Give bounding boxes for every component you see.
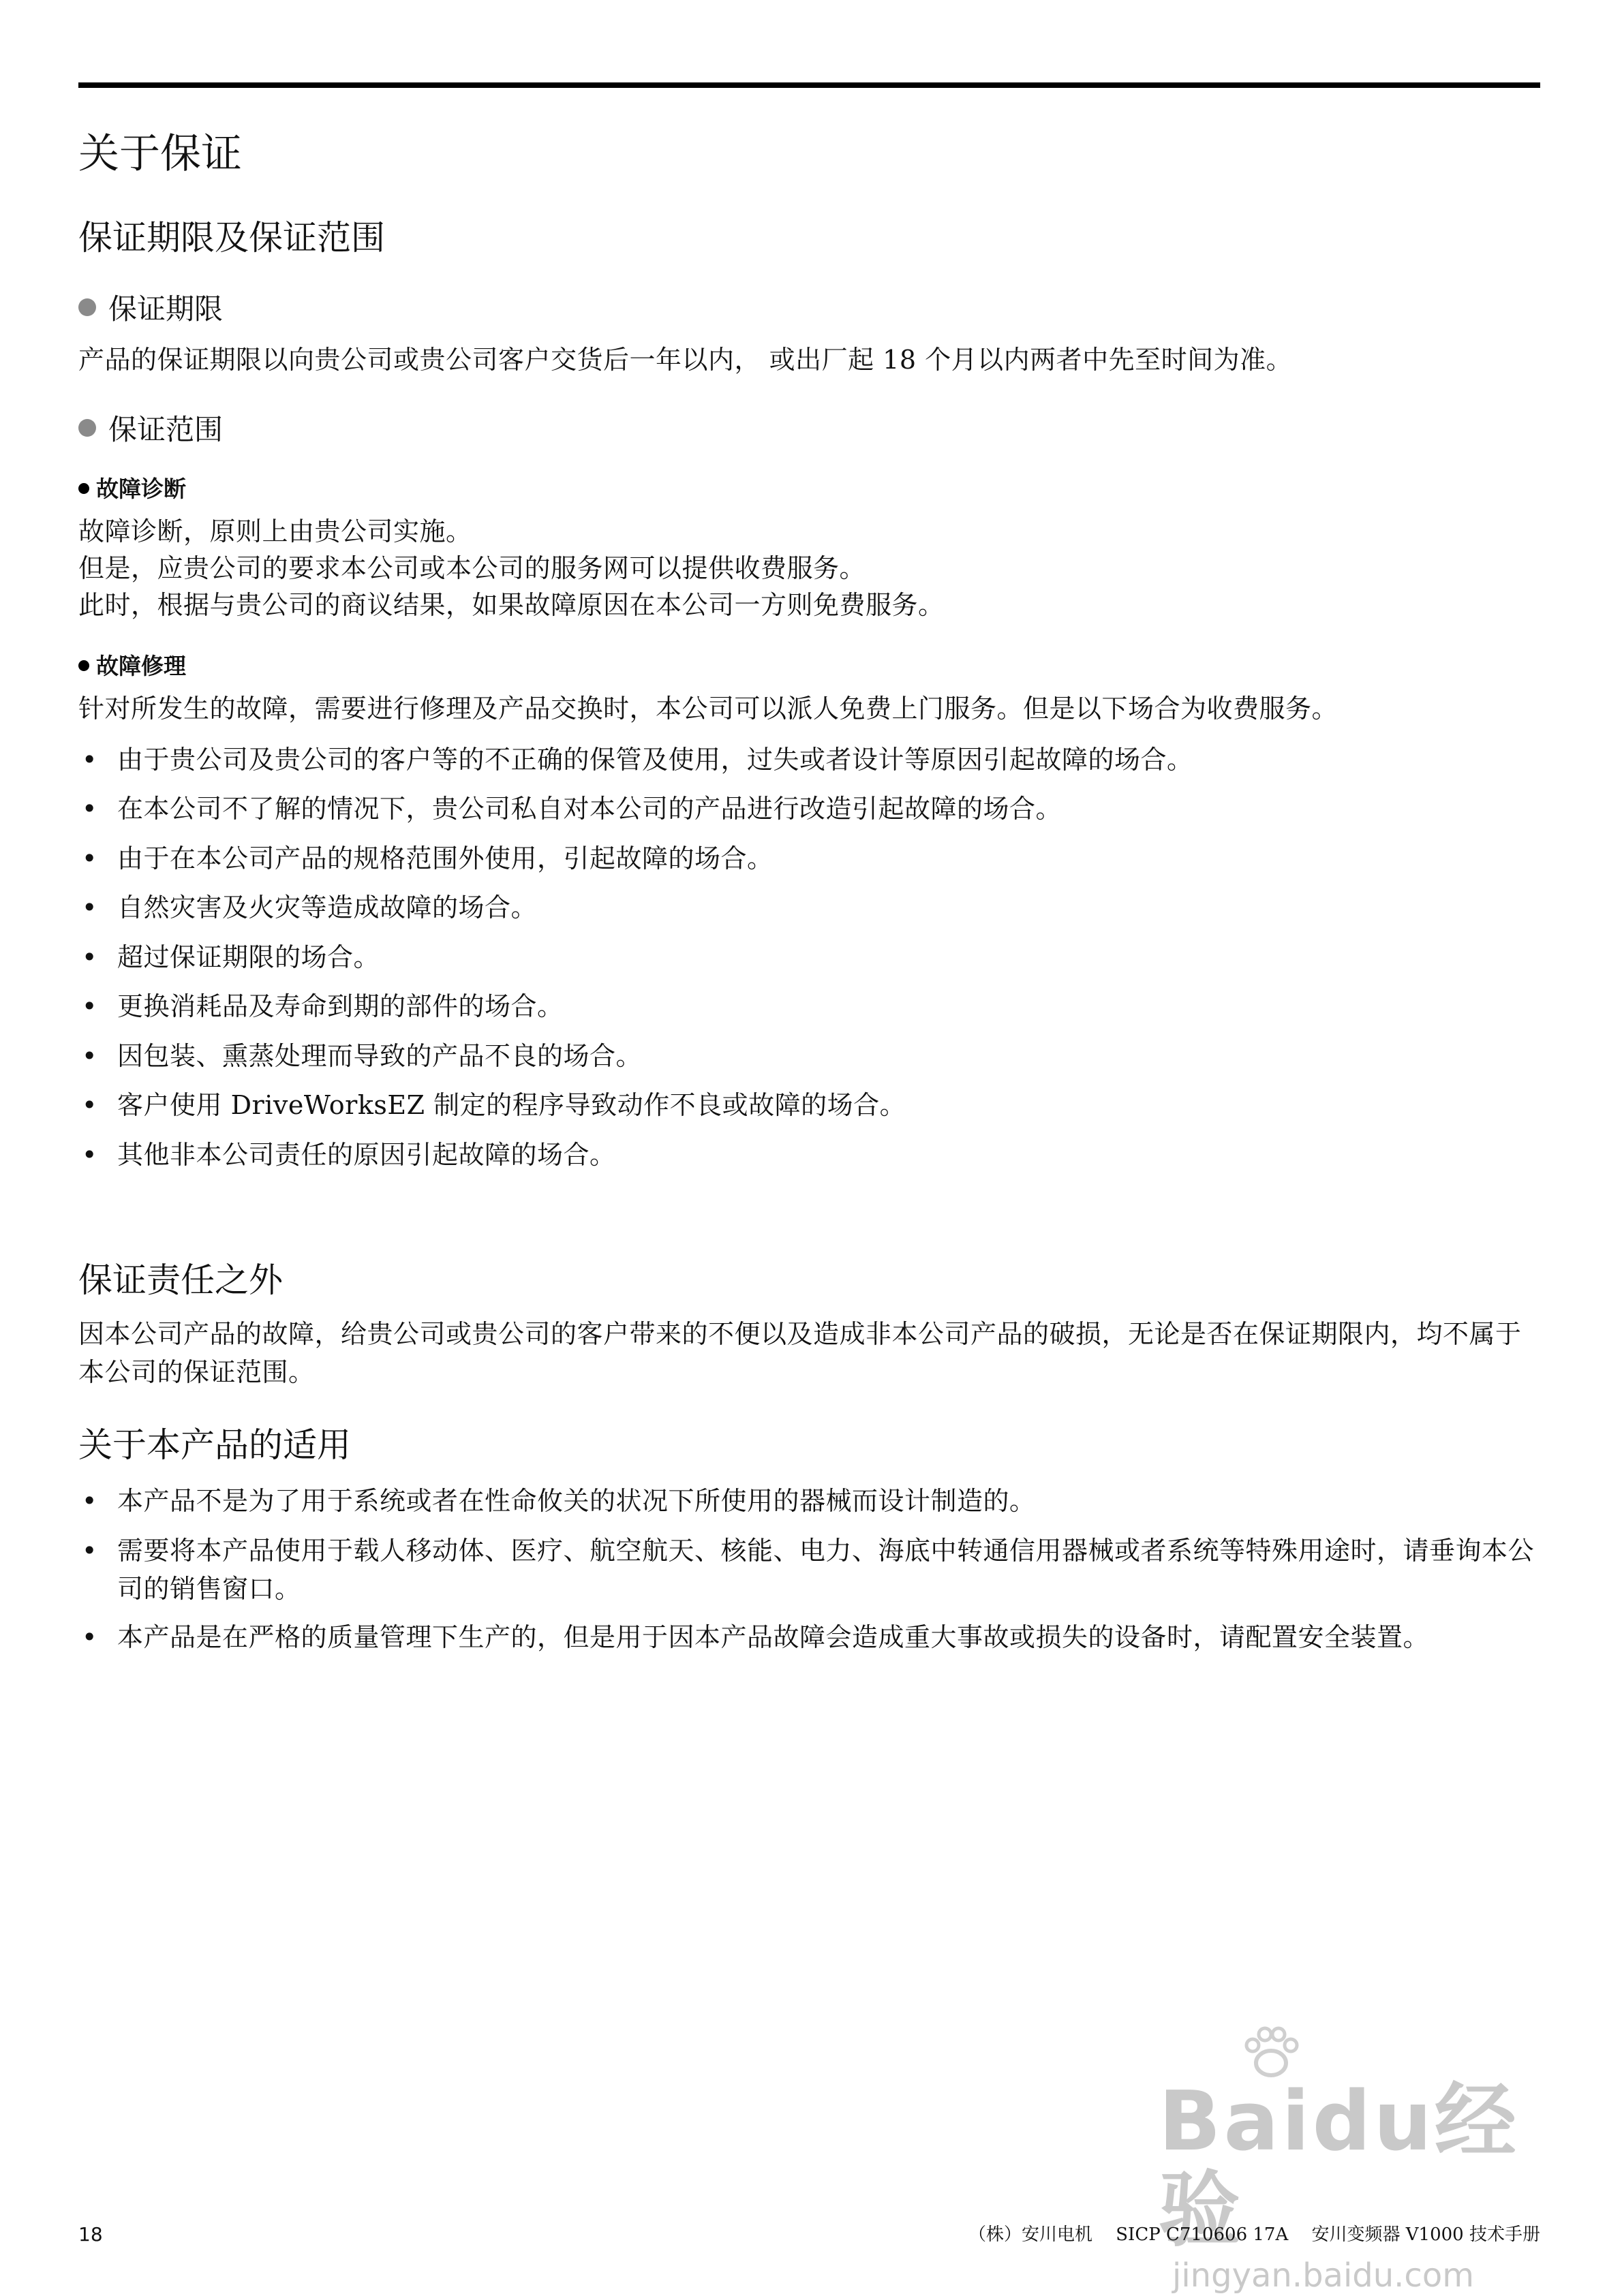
list-item — [78, 987, 1540, 1025]
watermark-url: jingyan.baidu.com — [1172, 2256, 1474, 2295]
list-item-text: 超过保证期限的场合。 — [117, 942, 380, 972]
subheading-warranty-scope — [78, 412, 223, 448]
diagnosis-line-2: 但是，应贵公司的要求本公司或本公司的服务网可以提供收费服务。 — [78, 553, 866, 583]
list-item — [78, 1037, 1540, 1075]
repair-intro-text: 针对所发生的故障，需要进行修理及产品交换时，本公司可以派人免费上门服务。但是以下场合为收费服务。 — [78, 694, 1338, 724]
list-item-text: 更换消耗品及寿命到期的部件的场合。 — [117, 991, 564, 1021]
list-item-text: 在本公司不了解的情况下，贵公司私自对本公司的产品进行改造引起故障的场合。 — [117, 794, 1062, 824]
list-item-text: 本产品不是为了用于系统或者在性命攸关的状况下所使用的器械而设计制造的。 — [117, 1486, 1036, 1516]
bullet-mark: • — [82, 942, 97, 972]
list-item-text: 需要将本产品使用于载人移动体、医疗、航空航天、核能、电力、海底中转通信用器械或者系统等特殊用途时，请垂询本公司的销售窗口。 — [117, 1536, 1535, 1604]
minor-heading-label: 故障修理 — [96, 653, 186, 679]
diagnosis-line-3: 此时，根据与贵公司的商议结果，如果故障原因在本公司一方则免费服务。 — [78, 590, 945, 620]
diagnosis-line-1: 故障诊断，原则上由贵公司实施。 — [78, 516, 472, 546]
watermark-logo: Baidu经验 — [1159, 2075, 1519, 2258]
bullet-mark: • — [82, 1041, 97, 1071]
minor-heading-label: 故障诊断 — [96, 476, 186, 502]
black-bullet-icon — [78, 483, 89, 494]
footer-doc-info: （株）安川电机 SICP C710606 17A 安川变频器 V1000 技术手册 — [968, 2224, 1540, 2245]
section-heading-applicability: 关于本产品的适用 — [78, 1425, 351, 1465]
bullet-mark: • — [82, 1486, 97, 1516]
list-item — [78, 790, 1540, 828]
list-item-text: 其他非本公司责任的原因引起故障的场合。 — [117, 1140, 616, 1170]
list-item — [78, 1532, 1540, 1608]
bullet-mark: • — [82, 1140, 97, 1170]
gray-bullet-icon — [78, 298, 96, 316]
bullet-mark: • — [82, 893, 97, 922]
list-item-text: 由于在本公司产品的规格范围外使用，引起故障的场合。 — [117, 843, 774, 873]
black-bullet-icon — [78, 660, 89, 671]
list-item-text: 本产品是在严格的质量管理下生产的，但是用于因本产品故障会造成重大事故或损失的设备时，请配置安全装置。 — [117, 1622, 1430, 1652]
list-item — [78, 741, 1540, 779]
list-item-text: 由于贵公司及贵公司的客户等的不正确的保管及使用，过失或者设计等原因引起故障的场合。 — [117, 745, 1193, 775]
list-item — [78, 1618, 1540, 1656]
subheading-warranty-period — [78, 292, 223, 327]
bullet-mark: • — [82, 745, 97, 775]
top-rule — [78, 82, 1540, 88]
warranty-period-text: 产品的保证期限以向贵公司或贵公司客户交货后一年以内， 或出厂起 18 个月以内两者中先至时间为准。 — [78, 345, 1293, 375]
bullet-mark: • — [82, 991, 97, 1021]
page-title: 关于保证 — [78, 130, 242, 178]
subheading-label: 保证期限 — [108, 292, 224, 326]
section-heading-exclusions: 保证责任之外 — [78, 1260, 283, 1300]
minor-heading-diagnosis — [78, 475, 186, 503]
section-heading-warranty-scope: 保证期限及保证范围 — [78, 218, 385, 258]
bullet-mark: • — [82, 1536, 97, 1566]
list-item-text: 客户使用 DriveWorksEZ 制定的程序导致动作不良或故障的场合。 — [117, 1090, 906, 1120]
list-item — [78, 1482, 1540, 1520]
list-item — [78, 1086, 1540, 1124]
bullet-mark: • — [82, 1622, 97, 1652]
list-item-text: 因包装、熏蒸处理而导致的产品不良的场合。 — [117, 1041, 643, 1071]
bullet-mark: • — [82, 843, 97, 873]
bullet-mark: • — [82, 794, 97, 824]
page-number: 18 — [78, 2223, 103, 2246]
bullet-mark: • — [82, 1090, 97, 1120]
exclusions-text: 因本公司产品的故障，给贵公司或贵公司的客户带来的不便以及造成非本公司产品的破损，无论是否在保证期限内，均不属于本公司的保证范围。 — [78, 1319, 1522, 1387]
gray-bullet-icon — [78, 419, 96, 437]
subheading-label: 保证范围 — [108, 413, 224, 446]
list-item — [78, 888, 1540, 927]
list-item — [78, 1136, 1540, 1174]
list-item — [78, 839, 1540, 878]
list-item-text: 自然灾害及火灾等造成故障的场合。 — [117, 893, 538, 922]
minor-heading-repair — [78, 652, 186, 681]
list-item — [78, 938, 1540, 976]
